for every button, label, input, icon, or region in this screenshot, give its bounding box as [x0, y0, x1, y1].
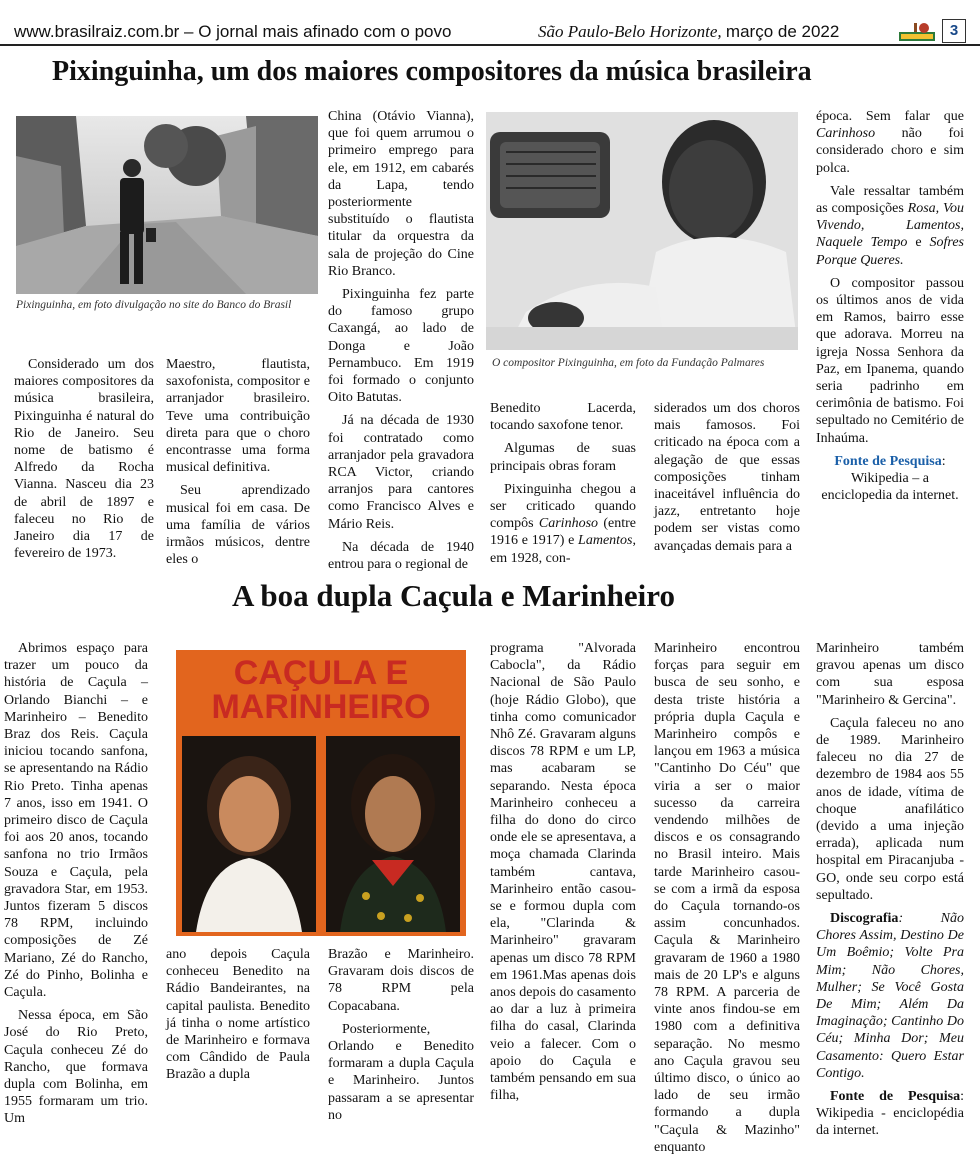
discography: Discografia: Não Chores Assim, Destino De Um Boêmio; Volte Pra Mim; Não Chores, Mulher; Se Você Gosta De Mim; Além Da Imaginação; Cantinho Do Céu; Minha Dor; Meu Casamento: Quero Estar Contigo.	[816, 911, 964, 1081]
paragraph: Considerado um dos maiores compositores da música brasileira, Pixinguinha é natural do Rio de Janeiro. Seu nome de batismo é Alfredo da Rocha Vianna. Nasceu dia 23 de abril de 1897 e faleceu no Rio de Janeiro dia 17 de fevereiro de 1973.	[14, 357, 154, 562]
page-number: 3	[942, 19, 966, 43]
paragraph: Benedito Lacerda, tocando saxofone tenor.	[490, 401, 636, 434]
article1-column-1	[14, 356, 154, 568]
album-cover	[176, 650, 466, 936]
article2-column-6	[816, 640, 964, 1146]
page-header	[0, 0, 980, 44]
album-title: CAÇULA E MARINHEIRO	[211, 654, 431, 726]
source-credit: Fonte de Pesquisa: Wikipedia – a enciclopedia da internet.	[821, 453, 959, 504]
source-credit: Fonte de Pesquisa: Wikipedia - enciclopédia da internet.	[816, 1089, 964, 1139]
article1-title: Pixinguinha, um dos maiores compositores da música brasileira	[52, 56, 812, 87]
pixinguinha-writing-photo	[486, 112, 798, 350]
paragraph: Pixinguinha chegou a ser criticado quando compôs Carinhoso (entre 1916 e 1917) e Lamentos, em 1928, con-	[490, 481, 636, 566]
article2-column-3	[328, 946, 474, 1130]
paragraph: programa "Alvorada Cabocla", da Rádio Nacional de São Paulo (hoje Rádio Globo), que tinha como comunicador Nhô Zé. Gravaram alguns discos 78 RPM e um LP, mas acabaram se separando. Nesta época Marinheiro conheceu a filha do dono do circo onde ele se apresentava, a moça chamada Clarinda também cantava, Marinheiro então casou-se e formou dupla com ela, "Clarinda & Marinheiro" gravaram apenas um disco 78 RPM em 1961.Mas apenas dois anos depois do casamento ao dar a luz à primeira filha do casal, Clarinda veio a falecer. Com o apoio do Caçula e também pensando em sua filha,	[490, 641, 636, 1104]
paragraph: China (Otávio Vianna), que foi quem arrumou o primeiro emprego para ele, em 1912, em cabarés da Lapa, tendo posteriormente substituído o flautista titular da orquestra da sala de projeção do Cine Rio Branco.	[328, 109, 474, 279]
paragraph: Seu aprendizado musical foi em casa. De uma família de vários irmãos músicos, dentre eles o	[166, 483, 310, 568]
paragraph: Caçula faleceu no ano de 1989. Marinheiro faleceu no dia 27 de dezembro de 1984 aos 55 anos de idade, vítima de choque anafilático (devido a uma injeção errada), aplicada num hospital em Piracanjuba - GO, onde seu corpo está sepultado.	[816, 715, 964, 903]
article1-column-2	[166, 356, 310, 574]
photo1-caption: Pixinguinha, em foto divulgação no site do Banco do Brasil	[16, 299, 292, 311]
article2-title: A boa dupla Caçula e Marinheiro	[232, 578, 675, 613]
paragraph: ano depois Caçula conheceu Benedito na Rádio Bandeirantes, na capital paulista. Benedito já tinha o nome artístico de Marinheiro e formava com Cândido de Paula Brazão a dupla	[166, 947, 310, 1083]
edition-date: março de 2022	[725, 22, 840, 41]
paragraph: Maestro, flautista, saxofonista, compositor e arranjador brasileiro. Teve uma contribuição direta para que o choro encontrasse uma forma musical definitiva.	[166, 357, 310, 476]
paragraph: Marinheiro encontrou forças para seguir em busca de seu sonho, e desta triste história a própria dupla Caçula e Marinheiro compôs e lançou em 1963 a música "Cantinho Do Céu" que viria a ser o maior sucesso da carreira vendendo milhões de discos e os consagrando no Brasil inteiro. Mais tarde Marinheiro casou-se com a irmã da esposa do Caçula tornando-os assim concunhados. Caçula & Marinheiro gravaram de 1960 a 1980 mais de 20 LP's e alguns 78 RPM. A parceria de vinte anos findou-se em 1980 com a definitiva separação. No mesmo ano Caçula gravou seu último disco, o único ao lado de seu irmão formando a dupla "Caçula & Mazinho" enquanto	[654, 641, 800, 1155]
paragraph: Pixinguinha fez parte do famoso grupo Caxangá, ao lado de Donga e João Pernambuco. Em 1919 foi formado o conjunto Oito Batutas.	[328, 287, 474, 406]
article1-column-4	[490, 400, 636, 573]
article1-column-5	[654, 400, 800, 561]
article2-column-5	[654, 640, 800, 1162]
header-rule	[0, 44, 980, 46]
paragraph: época. Sem falar que Carinhoso não foi considerado choro e sim polca.	[816, 109, 964, 176]
paragraph: Marinheiro também gravou apenas um disco com sua esposa "Marinheiro & Gercina".	[816, 641, 964, 708]
paragraph: Brazão e Marinheiro. Gravaram dois discos de 78 RPM pela Copacabana.	[328, 947, 474, 1014]
edition-place: São Paulo-Belo Horizonte, março de 2022	[538, 22, 840, 41]
paragraph: Abrimos espaço para trazer um pouco da história de Caçula – Orlando Bianchi – e Marinheiro – Benedito Braz dos Reis. Caçula iniciou tocando sanfona, se apresentando na Rádio Rio Preto. Tinha apenas 7 anos, isso em 1941. O primeiro disco de Caçula foi aos 20 anos, tocando sanfona no trio Irmãos Souza e Caçula, pela gravadora Star, em 1953. Juntos fizeram 5 discos 78 RPM, incluindo composições de Zé Mariano, Zé do Rancho, Zé do Pinho, Bolinha e Caçula.	[4, 641, 148, 1001]
article2-column-2	[166, 946, 310, 1090]
paragraph: Posteriormente, Orlando e Benedito formaram a dupla Caçula e Marinheiro. Juntos passaram a se apresentar no	[328, 1021, 474, 1123]
paragraph: O compositor passou os últimos anos de vida em Ramos, bairro esse que adorava. Morreu na igreja Nossa Senhora da Paz, em Ipanema, quando seria padrinho em cerimônia de batismo. Foi sepultado no Cemitério de Inhaúma.	[816, 275, 964, 446]
paragraph: Na década de 1940 entrou para o regional de	[328, 539, 474, 573]
pixinguinha-street-photo	[16, 116, 318, 294]
brasil-raiz-logo-icon	[898, 20, 936, 42]
paragraph: Já na década de 1930 foi contratado como arranjador pela gravadora RCA Victor, criando arranjos para cantores como Francisco Alves e Mário Reis.	[328, 413, 474, 532]
paragraph: Nessa época, em São José do Rio Preto, Caçula conheceu Zé do Rancho, que formava dupla com Bolinha, em 1955 formaram um trio. Um	[4, 1008, 148, 1127]
site-url: www.brasilraiz.com.br – O jornal mais afinado com o povo	[14, 22, 452, 41]
photo2-caption: O compositor Pixinguinha, em foto da Fundação Palmares	[492, 357, 765, 369]
article1-column-6	[816, 108, 964, 510]
paragraph: Algumas de suas principais obras foram	[490, 441, 636, 474]
article1-column-3	[328, 108, 474, 579]
paragraph: Vale ressaltar também as composições Rosa, Vou Vivendo, Lamentos, Naquele Tempo e Sofres Porque Queres.	[816, 183, 965, 268]
article2-column-1	[4, 640, 148, 1134]
paragraph: siderados um dos choros mais famosos. Foi criticado na época com a alegação de que essas composições tinham inaceitável influência do jazz, entretanto hoje podem ser vistas como avançadas demais para a	[654, 401, 800, 554]
article2-column-4	[490, 640, 636, 1110]
